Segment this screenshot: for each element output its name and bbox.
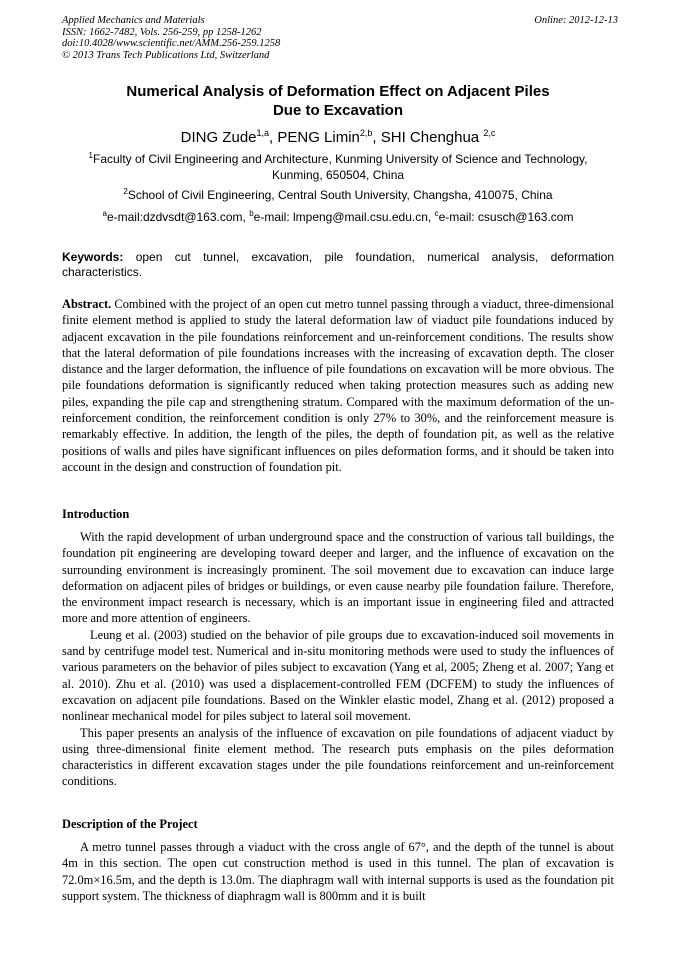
copyright-line: © 2013 Trans Tech Publications Ltd, Switzerland [62, 49, 270, 61]
abstract-paragraph [62, 296, 614, 475]
introduction-paragraph-3: This paper presents an analysis of the influence of excavation on pile foundations of adjacent viaduct by using three-dimensional finite element method. The research puts emphasis on the piles deformation characteristics in different excavation stages under the pile foundations reinforcement and un-reinforcement conditions. [62, 725, 614, 789]
project-heading: Description of the Project [62, 817, 198, 831]
affiliation-2-text: School of Civil Engineering, Central South University, Changsha, 410075, China [127, 188, 553, 202]
author-affil-sup: 2,b [359, 128, 373, 138]
email-a: e-mail:dzdvsdt@163.com, [106, 210, 250, 224]
title-line-2: Due to Excavation [272, 102, 404, 119]
journal-header [62, 15, 618, 61]
issn-line: ISSN: 1662-7482, Vols. 256-259, pp 1258-1262 [62, 26, 262, 38]
title-line-1: Numerical Analysis of Deformation Effect on Adjacent Piles [126, 83, 550, 100]
email-b-sup: b [249, 209, 254, 218]
author-separator: , [372, 129, 381, 146]
introduction-paragraph-2: Leung et al. (2003) studied on the behavior of pile groups due to excavation-induced soil movements in sand by centrifuge model test. Numerical and in-situ monitoring methods were used to study the influences of various parameters on the behavior of piles subject to excavation (Yang et al, 2005; Zheng et al. 2007; Yang et al. 2010). Zhu et al. (2010) was used a displacement-controlled FEM (DCFEM) to study the influences of excavation on adjacent pile foundations. Based on the Winkler elastic model, Zhang et al. (2012) proposed a nonlinear mechanical model for piles subject to lateral soil movement. [62, 627, 614, 724]
keywords-text: open cut tunnel, excavation, pile foundation, numerical analysis, deformation characteristics. [62, 250, 614, 279]
email-c-sup: c [434, 209, 439, 218]
author-affil-sup: 1,a [256, 128, 270, 138]
keywords-label: Keywords: [62, 250, 124, 264]
paper-title [62, 82, 614, 120]
author-name: DING Zude [180, 129, 257, 146]
email-b: e-mail: lmpeng@mail.csu.edu.cn, [253, 210, 435, 224]
affiliation-1 [62, 148, 614, 183]
doi-line: doi:10.4028/www.scientific.net/AMM.256-259.1258 [62, 38, 281, 49]
abstract-label: Abstract. [62, 297, 112, 311]
journal-name: Applied Mechanics and Materials [62, 15, 205, 26]
keywords-paragraph [62, 250, 614, 280]
introduction-paragraph-1: With the rapid development of urban underground space and the construction of various tall buildings, the foundation pit engineering are developing toward deeper and larger, and the influence of excavation on the surrounding environment is increasingly prominent. The soil movement due to excavation can induce large deformation on adjacent piles of bridges or buildings, or even cause nearby pile foundation failure. Therefore, the environment impact research is necessary, which is an important issue in engineering filed and attracted more and more attention of engineers. [62, 530, 614, 626]
author-affil-sup: 2,c [483, 128, 496, 138]
introduction-section [62, 529, 614, 790]
email-a-sup: a [102, 209, 107, 218]
project-section [62, 839, 614, 904]
email-line [62, 206, 614, 225]
email-c: e-mail: csusch@163.com [438, 210, 574, 224]
project-paragraph-1: A metro tunnel passes through a viaduct with the cross angle of 67°, and the depth of the tunnel is about 4m in this section. The open cut construction method is used in this tunnel. The plan of excavation is 72.0m×16.5m, and the depth is 13.0m. The diaphragm wall with internal supports is used as the foundation pit support system. The thickness of diaphragm wall is 800mm and it is built [62, 840, 614, 903]
affiliation-1-sup: 1 [88, 151, 93, 160]
author-name: PENG Limin [277, 129, 360, 146]
author-name: SHI Chenghua [380, 129, 484, 146]
affiliation-1-line-2: Kunming, 650504, China [271, 168, 405, 182]
affiliation-2 [62, 184, 614, 203]
author-list [62, 124, 614, 147]
author-separator: , [269, 129, 278, 146]
affiliation-1-line-1: Faculty of Civil Engineering and Architecture, Kunming University of Science and Technology, [92, 152, 588, 166]
abstract-text: Combined with the project of an open cut metro tunnel passing through a viaduct, three-dimensional finite element method is applied to study the lateral deformation law of viaduct pile foundations induced by adjacent excavation in the pile foundations reinforcement and un-reinforcement conditions. The results show that the lateral deformation of pile foundations increases with the increasing of excavation depth. The closer distance and the larger deformation, the influence of pile foundations on excavation will be more obvious. The pile foundations deformation is significantly reduced when taking protection measures such as adding new piles, expanding the pile cap and strengthening stratum. Compared with the maximum deformation of the un-reinforcement condition, the reinforcement condition is only 27% to 30%, and the reinforcement measure is remarkably effective. In addition, the length of the piles, the depth of foundation pit, as well as the relative positions of walls and piles have significant influences on piles deformation forms, and it should be taken into account in the design and construction of foundation pit. [62, 297, 614, 474]
introduction-heading: Introduction [62, 507, 130, 521]
online-date: Online: 2012-12-13 [534, 15, 618, 26]
affiliation-2-sup: 2 [123, 187, 128, 196]
